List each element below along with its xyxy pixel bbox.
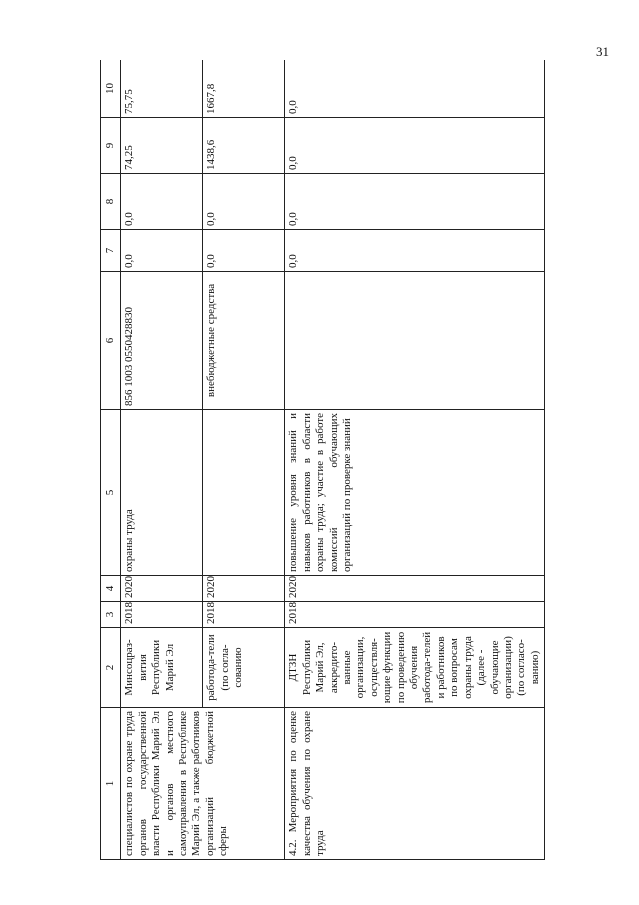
rotated-table-area — [100, 60, 630, 860]
cell-executor: ДТЗН Республики Марий Эл, аккредито-ванные организации, осуществля-ющие функции по проведению обучения работода-телей и работников по вопросам охраны труда (далее - обучающие организации) (по согласо-ванию) — [285, 628, 545, 708]
cell-executor: Минсоцраз-вития Республики Марий Эл — [121, 628, 203, 708]
page-number: 31 — [596, 44, 609, 59]
cell-value-9: 0,0 — [285, 118, 545, 174]
cell-start-year: 2018 — [285, 602, 545, 628]
table-header-row — [101, 60, 121, 860]
cell-result — [203, 410, 285, 576]
header-col-8: 8 — [101, 174, 121, 230]
header-col-1: 1 — [101, 708, 121, 860]
cell-budget-code — [285, 272, 545, 410]
cell-end-year: 2020 — [285, 576, 545, 602]
cell-start-year: 2018 — [203, 602, 285, 628]
cell-value-8: 0,0 — [203, 174, 285, 230]
program-activities-table — [100, 60, 545, 860]
header-col-9: 9 — [101, 118, 121, 174]
table-row — [285, 60, 545, 860]
table-row — [121, 60, 203, 860]
cell-activity-name: 4.2. Мероприятия по оценке качества обучения по охране труда — [285, 708, 545, 860]
header-col-4: 4 — [101, 576, 121, 602]
cell-start-year: 2018 — [121, 602, 203, 628]
cell-end-year: 2020 — [121, 576, 203, 602]
cell-value-10: 75,75 — [121, 60, 203, 118]
cell-budget-code: 856 1003 0550428830 — [121, 272, 203, 410]
header-col-7: 7 — [101, 230, 121, 272]
header-col-3: 3 — [101, 602, 121, 628]
header-col-2: 2 — [101, 628, 121, 708]
header-col-5: 5 — [101, 410, 121, 576]
cell-value-7: 0,0 — [121, 230, 203, 272]
cell-value-9: 74,25 — [121, 118, 203, 174]
cell-activity-name: специалистов по охране труда органов государственной власти Республики Марий Эл и органов местного самоуправления в Республике Марий Эл, а также работников организаций бюджетной сферы — [121, 708, 285, 860]
rotated-table-container — [100, 60, 630, 860]
cell-value-7: 0,0 — [203, 230, 285, 272]
cell-result: охраны труда — [121, 410, 203, 576]
cell-value-8: 0,0 — [285, 174, 545, 230]
cell-funding-source: внебюджетные средства — [203, 272, 285, 410]
header-col-6: 6 — [101, 272, 121, 410]
cell-value-9: 1438,6 — [203, 118, 285, 174]
cell-result: повышение уровня знаний и навыков работников в области охраны труда; участие в работе комиссий обучающих организаций по проверке знаний — [285, 410, 545, 576]
cell-executor: работода-тели (по согла-сованию — [203, 628, 285, 708]
cell-value-10: 0,0 — [285, 60, 545, 118]
cell-end-year: 2020 — [203, 576, 285, 602]
cell-value-8: 0,0 — [121, 174, 203, 230]
cell-value-7: 0,0 — [285, 230, 545, 272]
cell-value-10: 1667,8 — [203, 60, 285, 118]
header-col-10: 10 — [101, 60, 121, 118]
